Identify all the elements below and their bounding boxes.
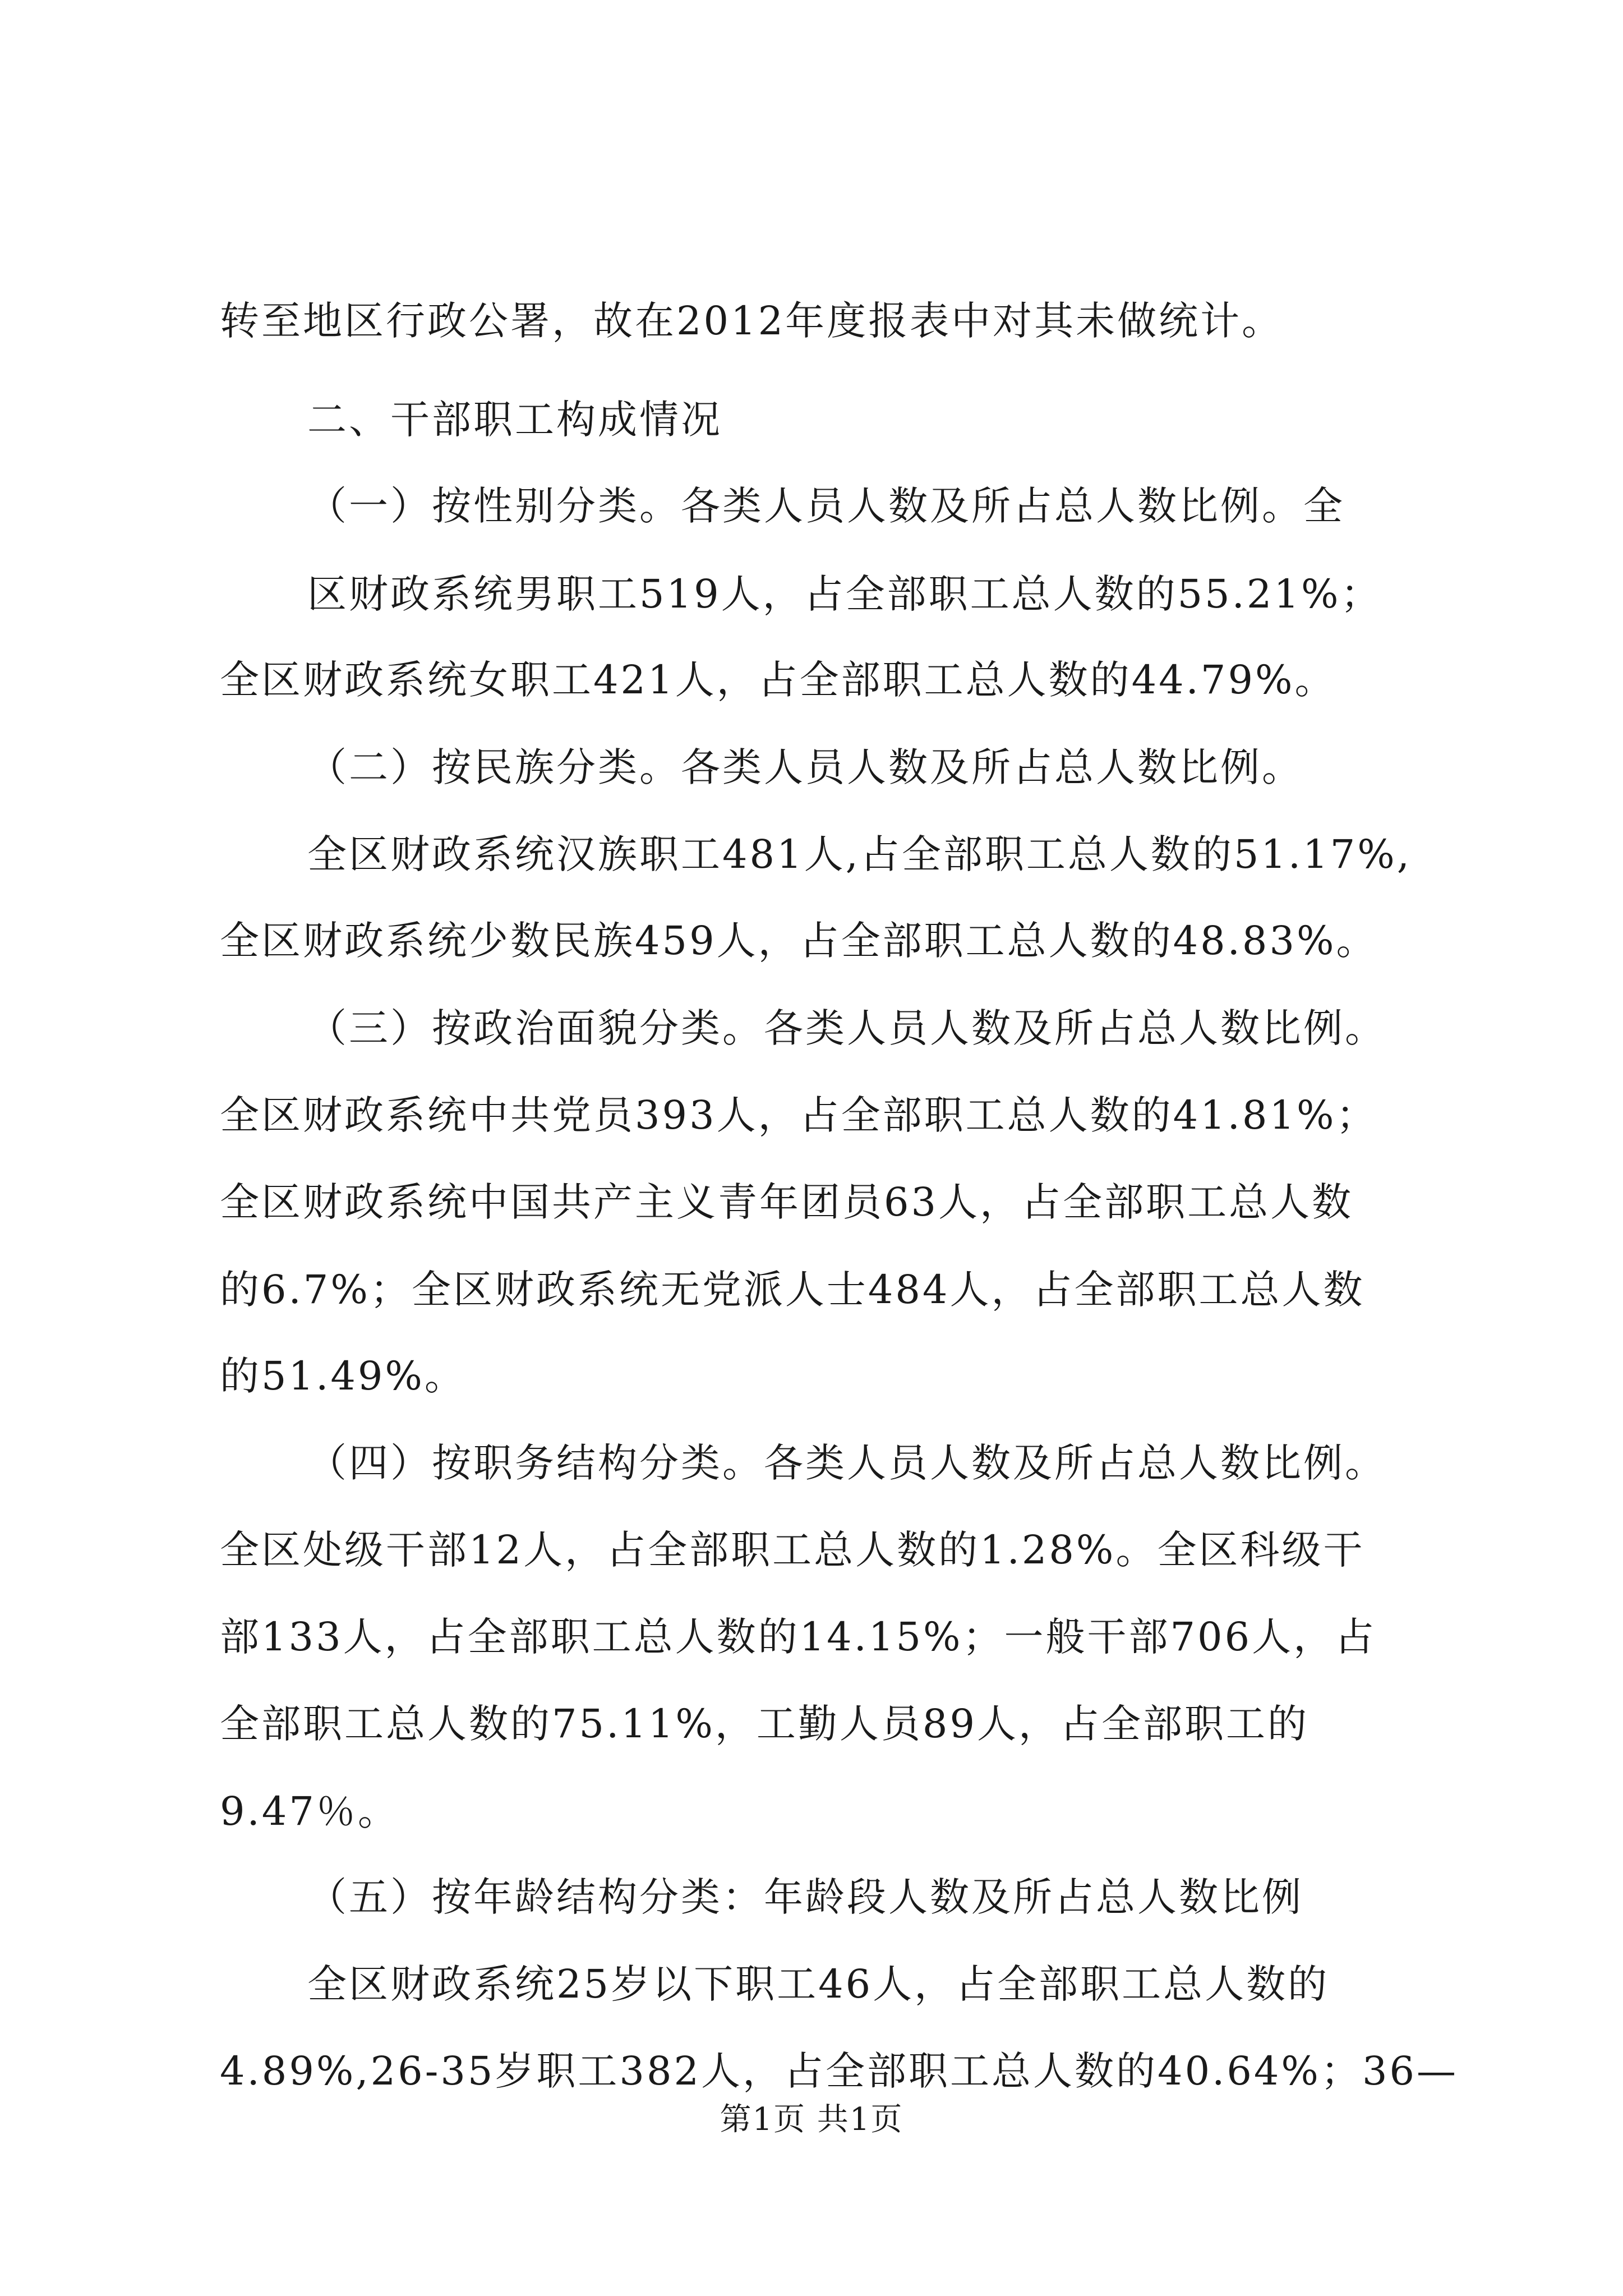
page-footer: 第1页 共1页: [720, 2101, 903, 2138]
subsection-heading: （二）按民族分类。各类人员人数及所占总人数比例。: [307, 744, 1303, 790]
subsection-heading: （五）按年龄结构分类：年龄段人数及所占总人数比例: [307, 1874, 1303, 1920]
paragraph-line: 9.47％。: [220, 1788, 399, 1834]
subsection-heading: （四）按职务结构分类。各类人员人数及所占总人数比例。: [307, 1440, 1386, 1486]
paragraph-line: 的6.7%；全区财政系统无党派人士484人，占全部职工总人数: [220, 1267, 1365, 1313]
section-heading: 二、干部职工构成情况: [307, 397, 722, 443]
paragraph-line: 全部职工总人数的75.11%，工勤人员89人，占全部职工的: [220, 1701, 1309, 1747]
paragraph-line: 全区财政系统中共党员393人，占全部职工总人数的41.81%；: [220, 1092, 1378, 1138]
paragraph-line: 全区财政系统25岁以下职工46人，占全部职工总人数的: [307, 1961, 1330, 2007]
paragraph-line: 全区财政系统中国共产主义青年团员63人，占全部职工总人数: [220, 1179, 1354, 1225]
paragraph-line: 全区财政系统少数民族459人，占全部职工总人数的48.83%。: [220, 918, 1378, 964]
paragraph-line: 全区财政系统女职工421人，占全部职工总人数的44.79%。: [220, 657, 1336, 703]
subsection-heading: （三）按政治面貌分类。各类人员人数及所占总人数比例。: [307, 1005, 1386, 1051]
paragraph-line: 区财政系统男职工519人，占全部职工总人数的55.21%；: [307, 571, 1382, 617]
paragraph-line: 全区财政系统汉族职工481人,占全部职工总人数的51.17%,: [307, 831, 1412, 877]
subsection-heading: （一）按性别分类。各类人员人数及所占总人数比例。全: [307, 483, 1345, 529]
paragraph-line: 转至地区行政公署，故在2012年度报表中对其未做统计。: [220, 298, 1284, 344]
paragraph-line: 全区处级干部12人，占全部职工总人数的1.28%。全区科级干: [220, 1527, 1365, 1573]
paragraph-line: 部133人，占全部职工总人数的14.15%；一般干部706人，占: [220, 1614, 1377, 1660]
paragraph-line: 4.89%,26-35岁职工382人，占全部职工总人数的40.64%；36—: [220, 2048, 1459, 2094]
paragraph-line: 的51.49%。: [220, 1353, 466, 1399]
